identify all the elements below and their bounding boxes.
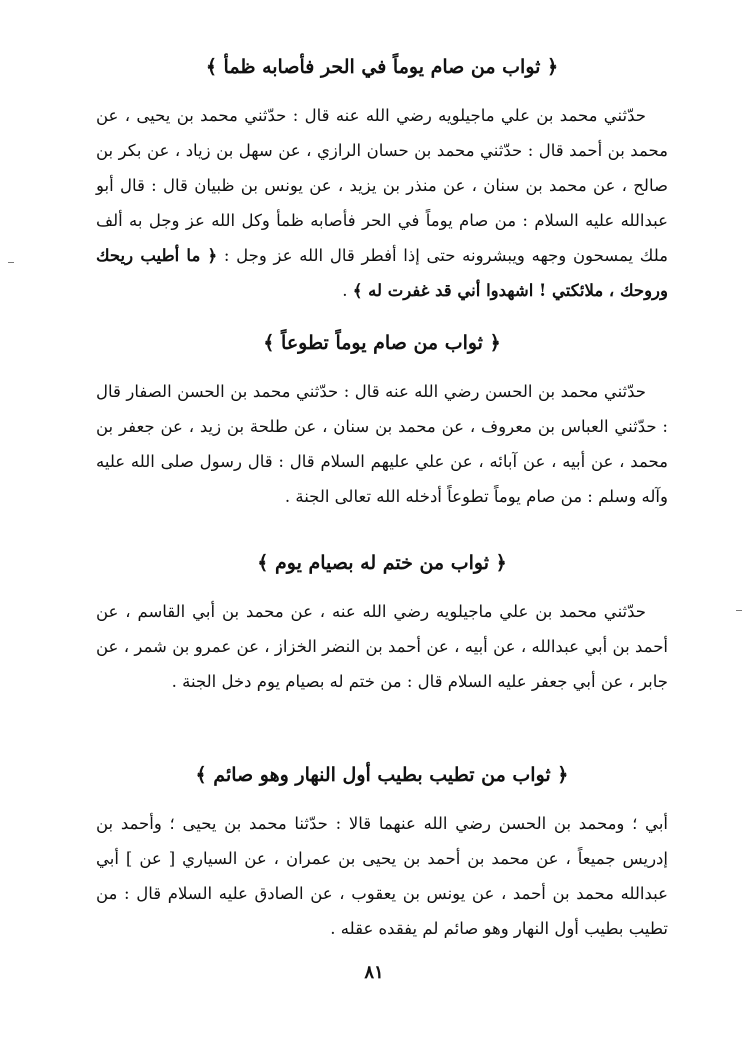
paragraph-text: أبي ؛ ومحمد بن الحسن رضي الله عنهما قالا : حدّثنا محمد بن يحيى ؛ وأحمد بن إدريس جميعاً ، عن محمد بن أحمد بن يحيى بن عمران ، عن السياري [ عن ] أبي عبدالله محمد بن أحمد ، عن يونس بن يعقوب ، عن الصادق عليه السلام قال : من تطيب بطيب أول النهار وهو صائم لم يفقده عقله . [96,814,668,938]
margin-mark [736,610,742,611]
section-perfume-while-fasting [96,760,668,946]
section-heading: ﴿ ثواب من صام يوماً في الحر فأصابه ظمأ ﴾ [205,56,559,78]
paragraph-tail: . [342,281,353,300]
section-heading: ﴿ ثواب من ختم له بصيام يوم ﴾ [257,552,507,574]
page-number: ٨١ [364,962,384,983]
section-heading: ﴿ ثواب من صام يوماً تطوعاً ﴾ [263,332,501,354]
section-ending-with-fast [96,548,668,699]
section-heading: ﴿ ثواب من تطيب بطيب أول النهار وهو صائم ﴾ [195,764,569,786]
section-paragraph [96,594,668,699]
paragraph-text: حدّثني محمد بن علي ماجيلويه رضي الله عنه قال : حدّثني محمد بن يحيى ، عن محمد بن أحمد قال : حدّثني محمد بن حسان الرازي ، عن سهل بن زياد ، عن بكر بن صالح ، عن محمد بن سنان ، عن منذر بن يزيد ، عن يونس بن ظبيان قال : قال أبو عبدالله عليه السلام : من صام يوماً في الحر فأصابه ظمأ وكل الله عز وجل به ألف ملك يمسحون وجهه ويبشرونه حتى إذا أفطر قال الله عز وجل : [96,106,669,265]
paragraph-text: حدّثني محمد بن علي ماجيلويه رضي الله عنه ، عن محمد بن أبي القاسم ، عن أحمد بن أبي عبدالله ، عن أبيه ، عن أحمد بن النضر الخزاز ، عن عمرو بن شمر ، عن جابر ، عن أبي جعفر عليه السلام قال : من ختم له بصيام يوم دخل الجنة . [96,602,668,691]
margin-mark [8,262,14,263]
section-paragraph [96,806,668,946]
section-voluntary-fast [96,328,668,514]
section-paragraph [96,98,668,308]
paragraph-text: حدّثني محمد بن الحسن رضي الله عنه قال : حدّثني محمد بن الحسن الصفار قال : حدّثني العباس بن معروف ، عن محمد بن سنان ، عن طلحة بن زيد ، عن جعفر بن محمد ، عن أبيه ، عن آبائه ، عن علي عليهم السلام قال : قال رسول صلى الله عليه وآله وسلم : من صام يوماً تطوعاً أدخله الله تعالى الجنة . [96,382,668,506]
section-paragraph [96,374,668,514]
hadith-quote: ﴿ ما أطيب ريحك وروحك ، ملائكتي ! اشهدوا أني قد غفرت له ﴾ [96,246,668,300]
section-fasting-in-heat [96,52,668,308]
